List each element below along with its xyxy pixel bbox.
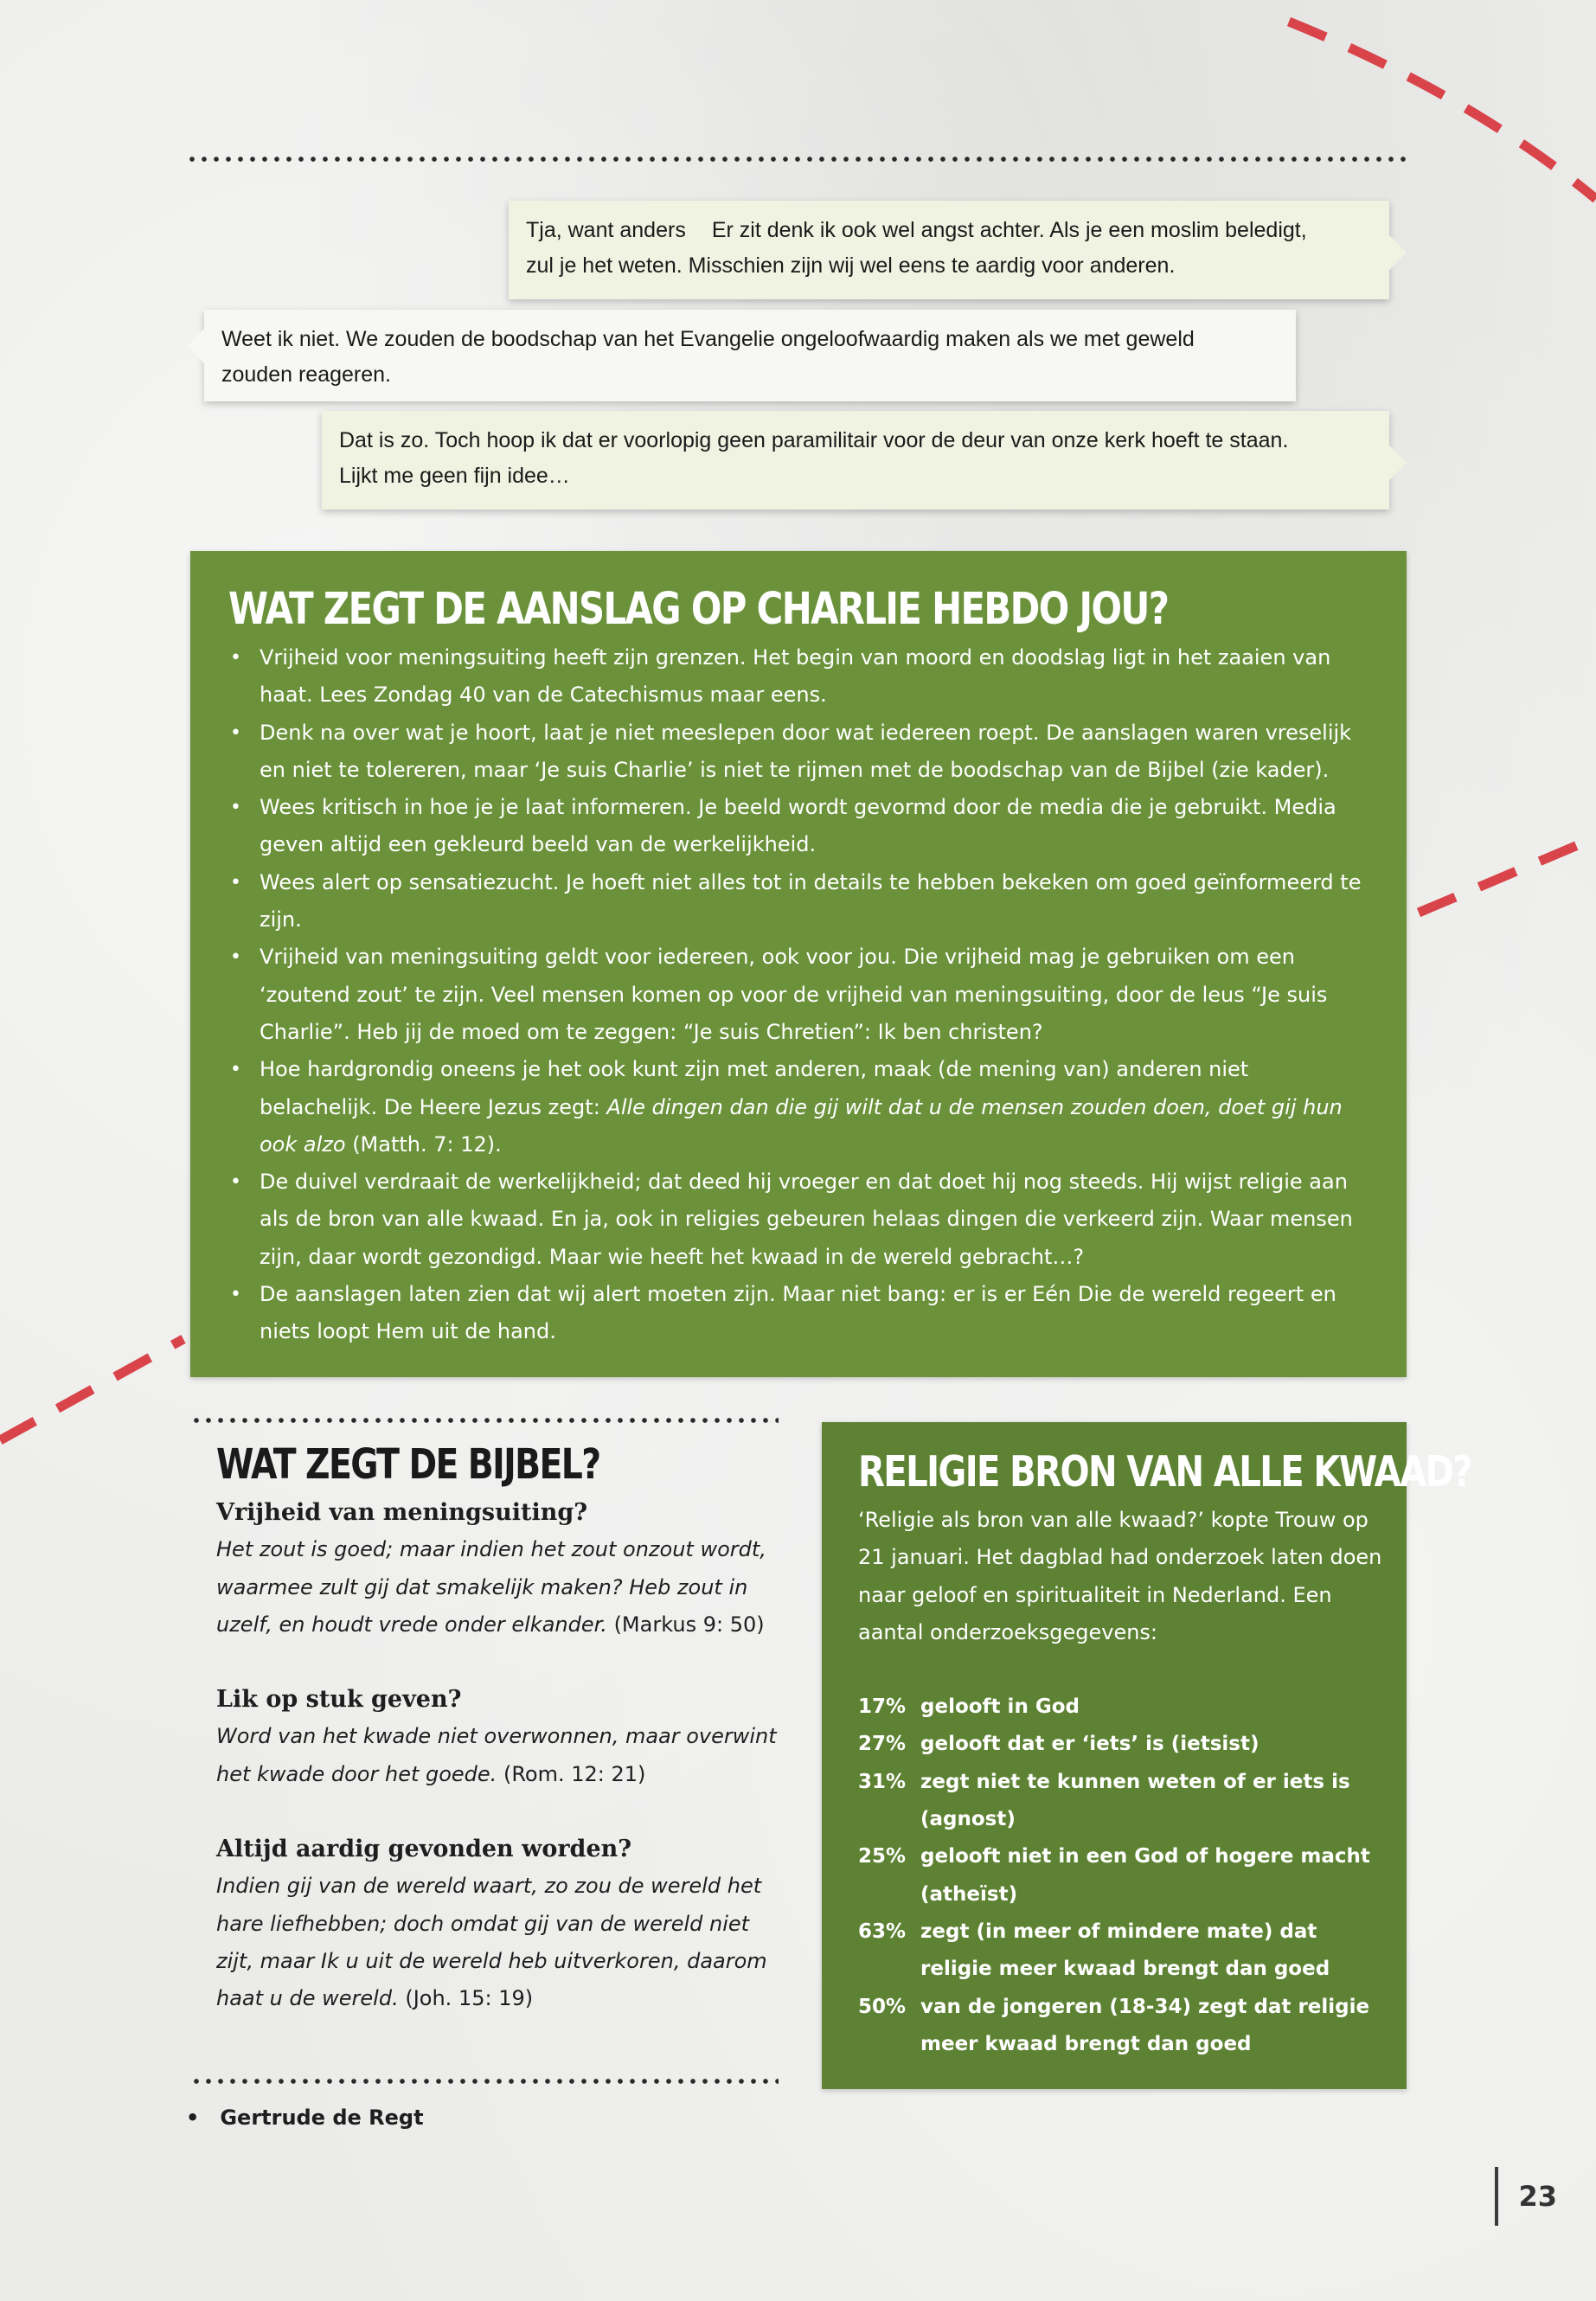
stat-percentage: 27% [858, 1733, 907, 1756]
chat-bubble-3-line-1: Dat is zo. Toch hoop ik dat er voorlopig geen paramilitair voor de deur van onze kerk hoeft te staan. [339, 428, 1289, 452]
author-bullet: • [186, 2106, 200, 2130]
bible-quote-3: Indien gij van de wereld waart, zo zou de wereld het hare liefhebben; doch omdat gij van de wereld niet zijt, maar Ik u uit de wereld heb uitverkoren, daarom haat u de wereld. [216, 1874, 767, 2011]
chat-bubble-2-line-2: zouden reageren. [221, 362, 391, 387]
chat-bubble-1 [509, 201, 1389, 299]
charlie-hebdo-title: WAT ZEGT DE AANSLAG OP CHARLIE HEBDO JOU? [228, 584, 1169, 635]
stat-percentage: 25% [858, 1845, 907, 1868]
religion-box [822, 1422, 1472, 2089]
red-dash-left-mid [0, 1339, 183, 1440]
chat-bubble-3-line-2: Lijkt me geen fijn idee… [339, 464, 570, 488]
bible-quote-2: Word van het kwade niet overwonnen, maar overwint het kwade door het goede. [216, 1724, 777, 1786]
stat-text: zegt niet te kunnen weten of er iets is (agnost) [920, 1770, 1350, 1831]
religion-title: RELIGIE BRON VAN ALLE KWAAD? [858, 1447, 1472, 1497]
stat-row [858, 1726, 1382, 1763]
list-item: • Vrijheid van meningsuiting geldt voor iedereen, ook voor jou. Die vrijheid mag je gebruiken om een ‘zoutend zout’ te zijn. Veel mensen komen op voor de vrijheid van meningsuiting, door de leus “Je suis Charlie”. Heb jij de moed om te zeggen: “Je suis Chretien”: Ik ben christen? [228, 939, 1368, 1051]
religion-stats [858, 1689, 1382, 2063]
dotted-divider-top [186, 156, 1406, 163]
red-dash-right-mid [1419, 837, 1596, 913]
list-item [228, 1051, 1368, 1163]
bible-ref-2: (Rom. 12: 21) [503, 1761, 646, 1786]
charlie-hebdo-list [228, 639, 1368, 1351]
bible-ref-matthew: (Matth. 7: 12). [345, 1131, 502, 1157]
stat-row [858, 1913, 1382, 1989]
bible-question-3: Altijd aardig gevonden worden? [216, 1836, 632, 1863]
stat-text: gelooft niet in een God of hogere macht (atheïst) [920, 1845, 1370, 1906]
chat-bubble-3 [322, 411, 1389, 510]
bible-question-2: Lik op stuk geven? [216, 1686, 462, 1714]
list-item: • Wees alert op sensatiezucht. Je hoeft niet alles tot in details te hebben bekeken om goed geïnformeerd te zijn. [228, 864, 1368, 939]
bible-text-2 [216, 1718, 787, 1793]
religion-intro: ‘Religie als bron van alle kwaad?’ kopte Trouw op 21 januari. Het dagblad had onderzoek laten doen naar geloof en spiritualiteit in Nederland. Een aantal onderzoeksgegevens: [858, 1508, 1382, 1644]
list-item: • Wees kritisch in hoe je je laat informeren. Je beeld wordt gevormd door de media die je gebruikt. Media geven altijd een gekleurd beeld van de werkelijkheid. [228, 789, 1368, 864]
bible-title: WAT ZEGT DE BIJBEL? [216, 1440, 600, 1489]
author-credit [186, 2106, 424, 2130]
bible-question-1: Vrijheid van meningsuiting? [216, 1499, 588, 1526]
bible-section [216, 1440, 787, 2018]
list-item: • Vrijheid voor meningsuiting heeft zijn grenzen. Het begin van moord en doodslag ligt in het zaaien van haat. Lees Zondag 40 van de Catechismus maar eens. [228, 639, 1368, 715]
page-number: 23 [1495, 2167, 1557, 2226]
list-item: • De aanslagen laten zien dat wij alert moeten zijn. Maar niet bang: er is er Eén Die de wereld regeert en niets loopt Hem uit de hand. [228, 1276, 1368, 1351]
dotted-divider-bible-top [190, 1417, 779, 1424]
bible-quote-matthew: Alle dingen dan die gij wilt dat u de mensen zouden doen, doet gij hun ook alzo [260, 1094, 1343, 1157]
bible-ref-1: (Markus 9: 50) [613, 1612, 765, 1637]
bible-text-3 [216, 1868, 787, 2017]
stat-percentage: 31% [858, 1770, 907, 1793]
stat-row [858, 1689, 1382, 1726]
chat-bubble-1-line-1: Er zit denk ik ook wel angst achter. Als je een moslim beledigt, [711, 218, 1307, 242]
dotted-divider-bible-bottom [190, 2078, 779, 2085]
stat-text: van de jongeren (18-34) zegt dat religie meer kwaad brengt dan goed [920, 1995, 1370, 2055]
bible-ref-3: (Joh. 15: 19) [405, 1986, 534, 2011]
stat-text: gelooft in God [920, 1695, 1080, 1719]
stat-percentage: 50% [858, 1995, 907, 2018]
bible-block-2 [216, 1681, 787, 1793]
stat-percentage: 17% [858, 1695, 907, 1719]
stat-percentage: 63% [858, 1920, 907, 1943]
bible-block-3 [216, 1830, 787, 2017]
stat-row [858, 1764, 1382, 1839]
chat-bubble-1-line-2: zul je het weten. Misschien zijn wij wel eens te aardig voor anderen. [526, 253, 1176, 278]
list-item: • Denk na over wat je hoort, laat je niet meeslepen door wat iedereen roept. De aanslagen waren vreselijk en niet te tolereren, maar ‘Je suis Charlie’ is niet te rijmen met de boodschap van de Bijbel (zie kader). [228, 715, 1368, 790]
stat-text: zegt (in meer of mindere mate) dat religie meer kwaad brengt dan goed [920, 1920, 1330, 1981]
bible-quote-1: Het zout is goed; maar indien het zout onzout wordt, waarmee zult gij dat smakelijk maken? Heb zout in uzelf, en houdt vrede onder elkander. [216, 1537, 766, 1637]
bible-block-1 [216, 1494, 787, 1644]
charlie-hebdo-box [190, 551, 1407, 1377]
stat-text: gelooft dat er ‘iets’ is (ietsist) [920, 1733, 1259, 1756]
author-name: Gertrude de Regt [220, 2106, 424, 2130]
chat-bubble-2 [204, 310, 1296, 401]
stat-row [858, 1838, 1382, 1913]
list-item-text: Hoe hardgrondig oneens je het ook kunt zijn met anderen, maak (de mening van) anderen niet belachelijk. De Heere Jezus zegt: [260, 1057, 1249, 1119]
red-dash-top-right [1289, 22, 1596, 199]
chat-bubble-1-lead: Tja, want anders [526, 218, 686, 242]
stat-row [858, 1989, 1382, 2064]
bible-text-1 [216, 1531, 787, 1644]
chat-bubble-2-line-1: Weet ik niet. We zouden de boodschap van het Evangelie ongeloofwaardig maken als we met geweld [221, 327, 1195, 351]
list-item: • De duivel verdraait de werkelijkheid; dat deed hij vroeger en dat doet hij nog steeds. Hij wijst religie aan als de bron van alle kwaad. En ja, ook in religies gebeuren helaas dingen die verkeerd zijn. Waar mensen zijn, daar wordt gezondigd. Maar wie heeft het kwaad in de wereld gebracht…? [228, 1163, 1368, 1276]
